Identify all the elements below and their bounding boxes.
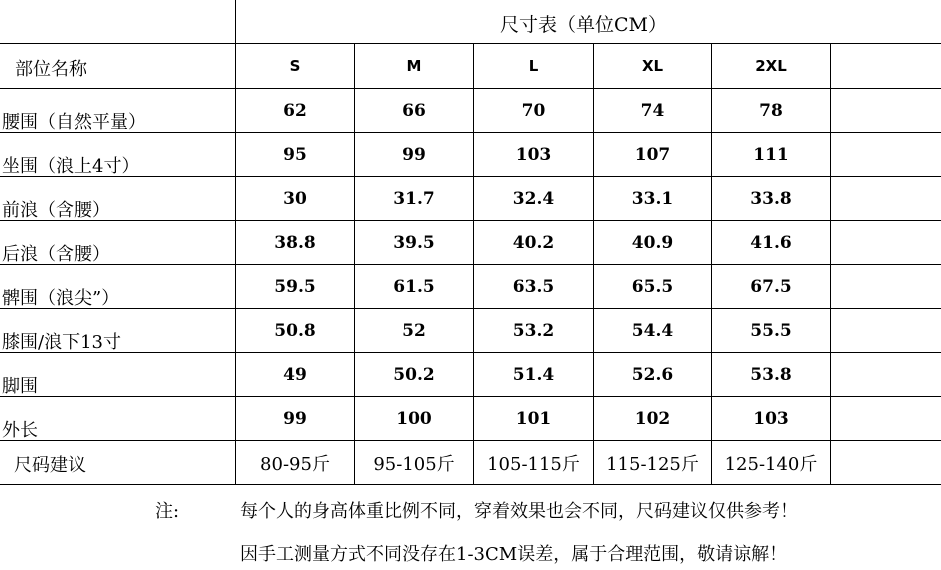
table-cell: 70 (521, 100, 546, 121)
table-cell: 65.5 (631, 276, 674, 297)
table-title: 尺寸表（单位CM） (500, 14, 667, 36)
table-cell: 100 (396, 408, 432, 429)
table-cell: 32.4 (512, 188, 555, 209)
table-cell: 39.5 (393, 232, 435, 253)
size-header-2xl: 2XL (755, 57, 787, 75)
table-cell: 38.8 (274, 232, 316, 253)
table-cell: 50.2 (393, 364, 435, 385)
size-header-xl: XL (641, 57, 664, 75)
row-label: 前浪（含腰） (2, 200, 110, 221)
table-cell: 55.5 (750, 320, 792, 341)
row-label: 坐围（浪上4寸） (2, 156, 140, 177)
row-label: 外长 (2, 420, 38, 441)
table-cell: 102 (634, 408, 671, 429)
note-line-2: 因手工测量方式不同没存在1-3CM误差，属于合理范围，敬请谅解！ (240, 544, 788, 565)
table-cell: 49 (283, 364, 307, 385)
row-label: 后浪（含腰） (2, 244, 110, 265)
table-cell: 66 (402, 100, 426, 121)
table-cell: 30 (283, 188, 307, 209)
table-cell: 62 (283, 100, 307, 121)
table-cell: 59.5 (274, 276, 316, 297)
table-cell: 78 (759, 100, 783, 121)
table-cell: 103 (515, 144, 552, 165)
recommend-cell: 125-140斤 (724, 453, 818, 475)
size-header-s: S (289, 57, 301, 75)
table-cell: 40.9 (631, 232, 674, 253)
note-line-1: 每个人的身高体重比例不同，穿着效果也会不同，尺码建议仅供参考！ (240, 501, 798, 522)
table-cell: 33.8 (750, 188, 792, 209)
table-cell: 95 (283, 144, 307, 165)
table-cell: 67.5 (750, 276, 792, 297)
table-rule (0, 484, 941, 485)
size-header-m: M (406, 57, 422, 75)
table-cell: 53.2 (512, 320, 555, 341)
header-label: 部位名称 (15, 59, 87, 80)
row-label: 腰围（自然平量） (2, 112, 146, 133)
table-cell: 54.4 (631, 320, 674, 341)
recommend-label: 尺码建议 (14, 455, 86, 476)
row-label: 髀围（浪尖”） (2, 288, 120, 309)
recommend-cell: 80-95斤 (260, 453, 330, 475)
table-cell: 103 (753, 408, 789, 429)
table-cell: 41.6 (750, 232, 792, 253)
note-prefix: 注: (155, 501, 180, 522)
table-cell: 63.5 (512, 276, 555, 297)
table-cell: 51.4 (512, 364, 555, 385)
row-label: 脚围 (2, 376, 38, 397)
recommend-cell: 115-125斤 (606, 453, 699, 475)
table-cell: 40.2 (512, 232, 555, 253)
table-rule (830, 43, 831, 485)
table-cell: 61.5 (393, 276, 435, 297)
table-cell: 33.1 (631, 188, 674, 209)
table-cell: 107 (634, 144, 671, 165)
table-cell: 53.8 (750, 364, 792, 385)
table-cell: 74 (640, 100, 665, 121)
table-cell: 31.7 (393, 188, 435, 209)
table-cell: 52 (402, 320, 426, 341)
table-cell: 111 (753, 144, 789, 165)
recommend-cell: 95-105斤 (373, 453, 455, 475)
size-header-l: L (528, 57, 539, 75)
table-cell: 50.8 (274, 320, 316, 341)
table-cell: 99 (402, 144, 426, 165)
table-cell: 99 (283, 408, 307, 429)
table-cell: 101 (515, 408, 552, 429)
row-label: 膝围/浪下13寸 (2, 332, 121, 353)
table-cell: 52.6 (631, 364, 674, 385)
recommend-cell: 105-115斤 (487, 453, 580, 475)
